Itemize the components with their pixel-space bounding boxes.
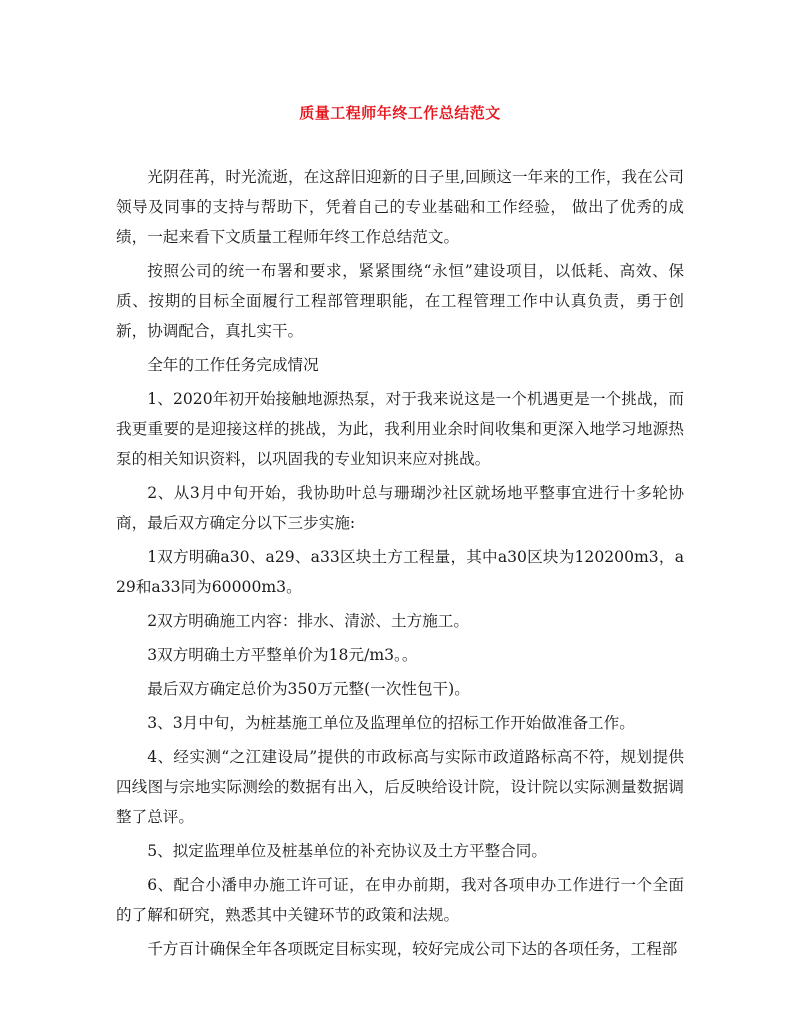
paragraph-subitem-2: 2双方明确施工内容：排水、清淤、土方施工。 xyxy=(147,612,469,630)
document-title: 质量工程师年终工作总结范文 xyxy=(299,104,501,122)
paragraph-subitem-1: 1双方明确a30、a29、a33区块土方工程量，其中a30区块为120200m3，a29和a33同为60000m3。 xyxy=(116,548,684,596)
paragraph-subitem-3: 3双方明确土方平整单价为18元/m3。。 xyxy=(147,646,418,664)
paragraph-closing: 千方百计确保全年各项既定目标实现，较好完成公司下达的各项任务，工程部 xyxy=(147,940,678,958)
paragraph-goals: 按照公司的统一布署和要求，紧紧围绕“永恒”建设项目，以低耗、高效、保质、按期的目标全面履行工程部管理职能，在工程管理工作中认真负责，勇于创新，协调配合，真扎实干。 xyxy=(116,262,684,340)
paragraph-item-4: 4、经实测“之江建设局”提供的市政标高与实际市政道路标高不符，规划提供四线图与宗地实际测绘的数据有出入，后反映给设计院，设计院以实际测量数据调整了总评。 xyxy=(116,748,684,826)
paragraph-item-5: 5、拟定监理单位及桩基单位的补充协议及土方平整合同。 xyxy=(147,842,547,860)
paragraph-intro: 光阴荏苒，时光流逝，在这辞旧迎新的日子里,回顾这一年来的工作，我在公司领导及同事的支持与帮助下，凭着自己的专业基础和工作经验， 做出了优秀的成绩，一起来看下文质量工程师年终工作总结范文。 xyxy=(116,168,684,246)
paragraph-item-6: 6、配合小潘申办施工许可证，在申办前期，我对各项申办工作进行一个全面的了解和研究，熟悉其中关键环节的政策和法规。 xyxy=(116,876,684,924)
paragraph-item-3: 3、3月中旬，为桩基施工单位及监理单位的招标工作开始做准备工作。 xyxy=(147,714,635,732)
paragraph-total-price: 最后双方确定总价为350万元整(一次性包干)。 xyxy=(147,680,470,698)
paragraph-section-heading: 全年的工作任务完成情况 xyxy=(147,356,319,374)
paragraph-item-2: 2、从3月中旬开始，我协助叶总与珊瑚沙社区就场地平整事宜进行十多轮协商，最后双方确定分以下三步实施: xyxy=(116,484,684,532)
document-body xyxy=(116,162,684,968)
paragraph-item-1: 1、2020年初开始接触地源热泵，对于我来说这是一个机遇更是一个挑战，而我更重要的是迎接这样的挑战，为此，我利用业余时间收集和更深入地学习地源热泵的相关知识资料，以巩固我的专业知识来应对挑战。 xyxy=(116,390,684,468)
